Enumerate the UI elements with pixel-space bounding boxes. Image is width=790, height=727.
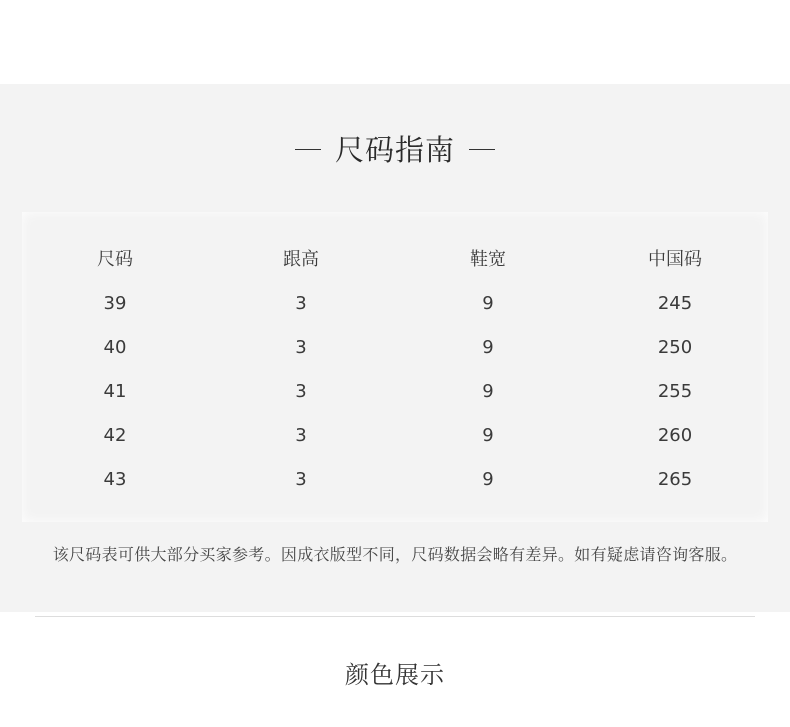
cell-shoe-width: 9 (482, 469, 494, 490)
header-heel-height: 跟高 (283, 249, 319, 270)
cell-size: 41 (103, 381, 127, 402)
header-size: 尺码 (97, 249, 133, 270)
table-row (22, 336, 768, 360)
cell-shoe-width: 9 (482, 381, 494, 402)
size-table (22, 212, 768, 522)
cell-china-size: 260 (657, 425, 693, 446)
cell-china-size: 245 (657, 293, 693, 314)
cell-heel-height: 3 (295, 293, 307, 314)
cell-size: 40 (103, 337, 127, 358)
cell-heel-height: 3 (295, 469, 307, 490)
cell-heel-height: 3 (295, 381, 307, 402)
table-row (22, 292, 768, 316)
cell-china-size: 255 (657, 381, 693, 402)
table-row (22, 424, 768, 448)
cell-china-size: 250 (657, 337, 693, 358)
header-china-size: 中国码 (648, 249, 702, 270)
cell-heel-height: 3 (295, 337, 307, 358)
size-guide-section (0, 84, 790, 612)
cell-shoe-width: 9 (482, 337, 494, 358)
size-guide-note: 该尺码表可供大部分买家参考。因成衣版型不同，尺码数据会略有差异。如有疑虑请咨询客服。 (52, 545, 738, 564)
header-shoe-width: 鞋宽 (470, 249, 506, 270)
title-right-dash (469, 149, 495, 150)
cell-size: 42 (103, 425, 127, 446)
cell-size: 43 (103, 469, 127, 490)
cell-shoe-width: 9 (482, 425, 494, 446)
size-guide-title-text: 尺码指南 (334, 133, 455, 167)
table-row (22, 468, 768, 492)
color-section-title: 颜色展示 (345, 661, 445, 689)
cell-heel-height: 3 (295, 425, 307, 446)
cell-china-size: 265 (657, 469, 693, 490)
size-table-header-row (22, 248, 768, 272)
section-divider (35, 616, 755, 617)
size-guide-title (0, 128, 790, 169)
table-row (22, 380, 768, 404)
cell-size: 39 (103, 293, 127, 314)
title-left-dash (295, 149, 321, 150)
cell-shoe-width: 9 (482, 293, 494, 314)
